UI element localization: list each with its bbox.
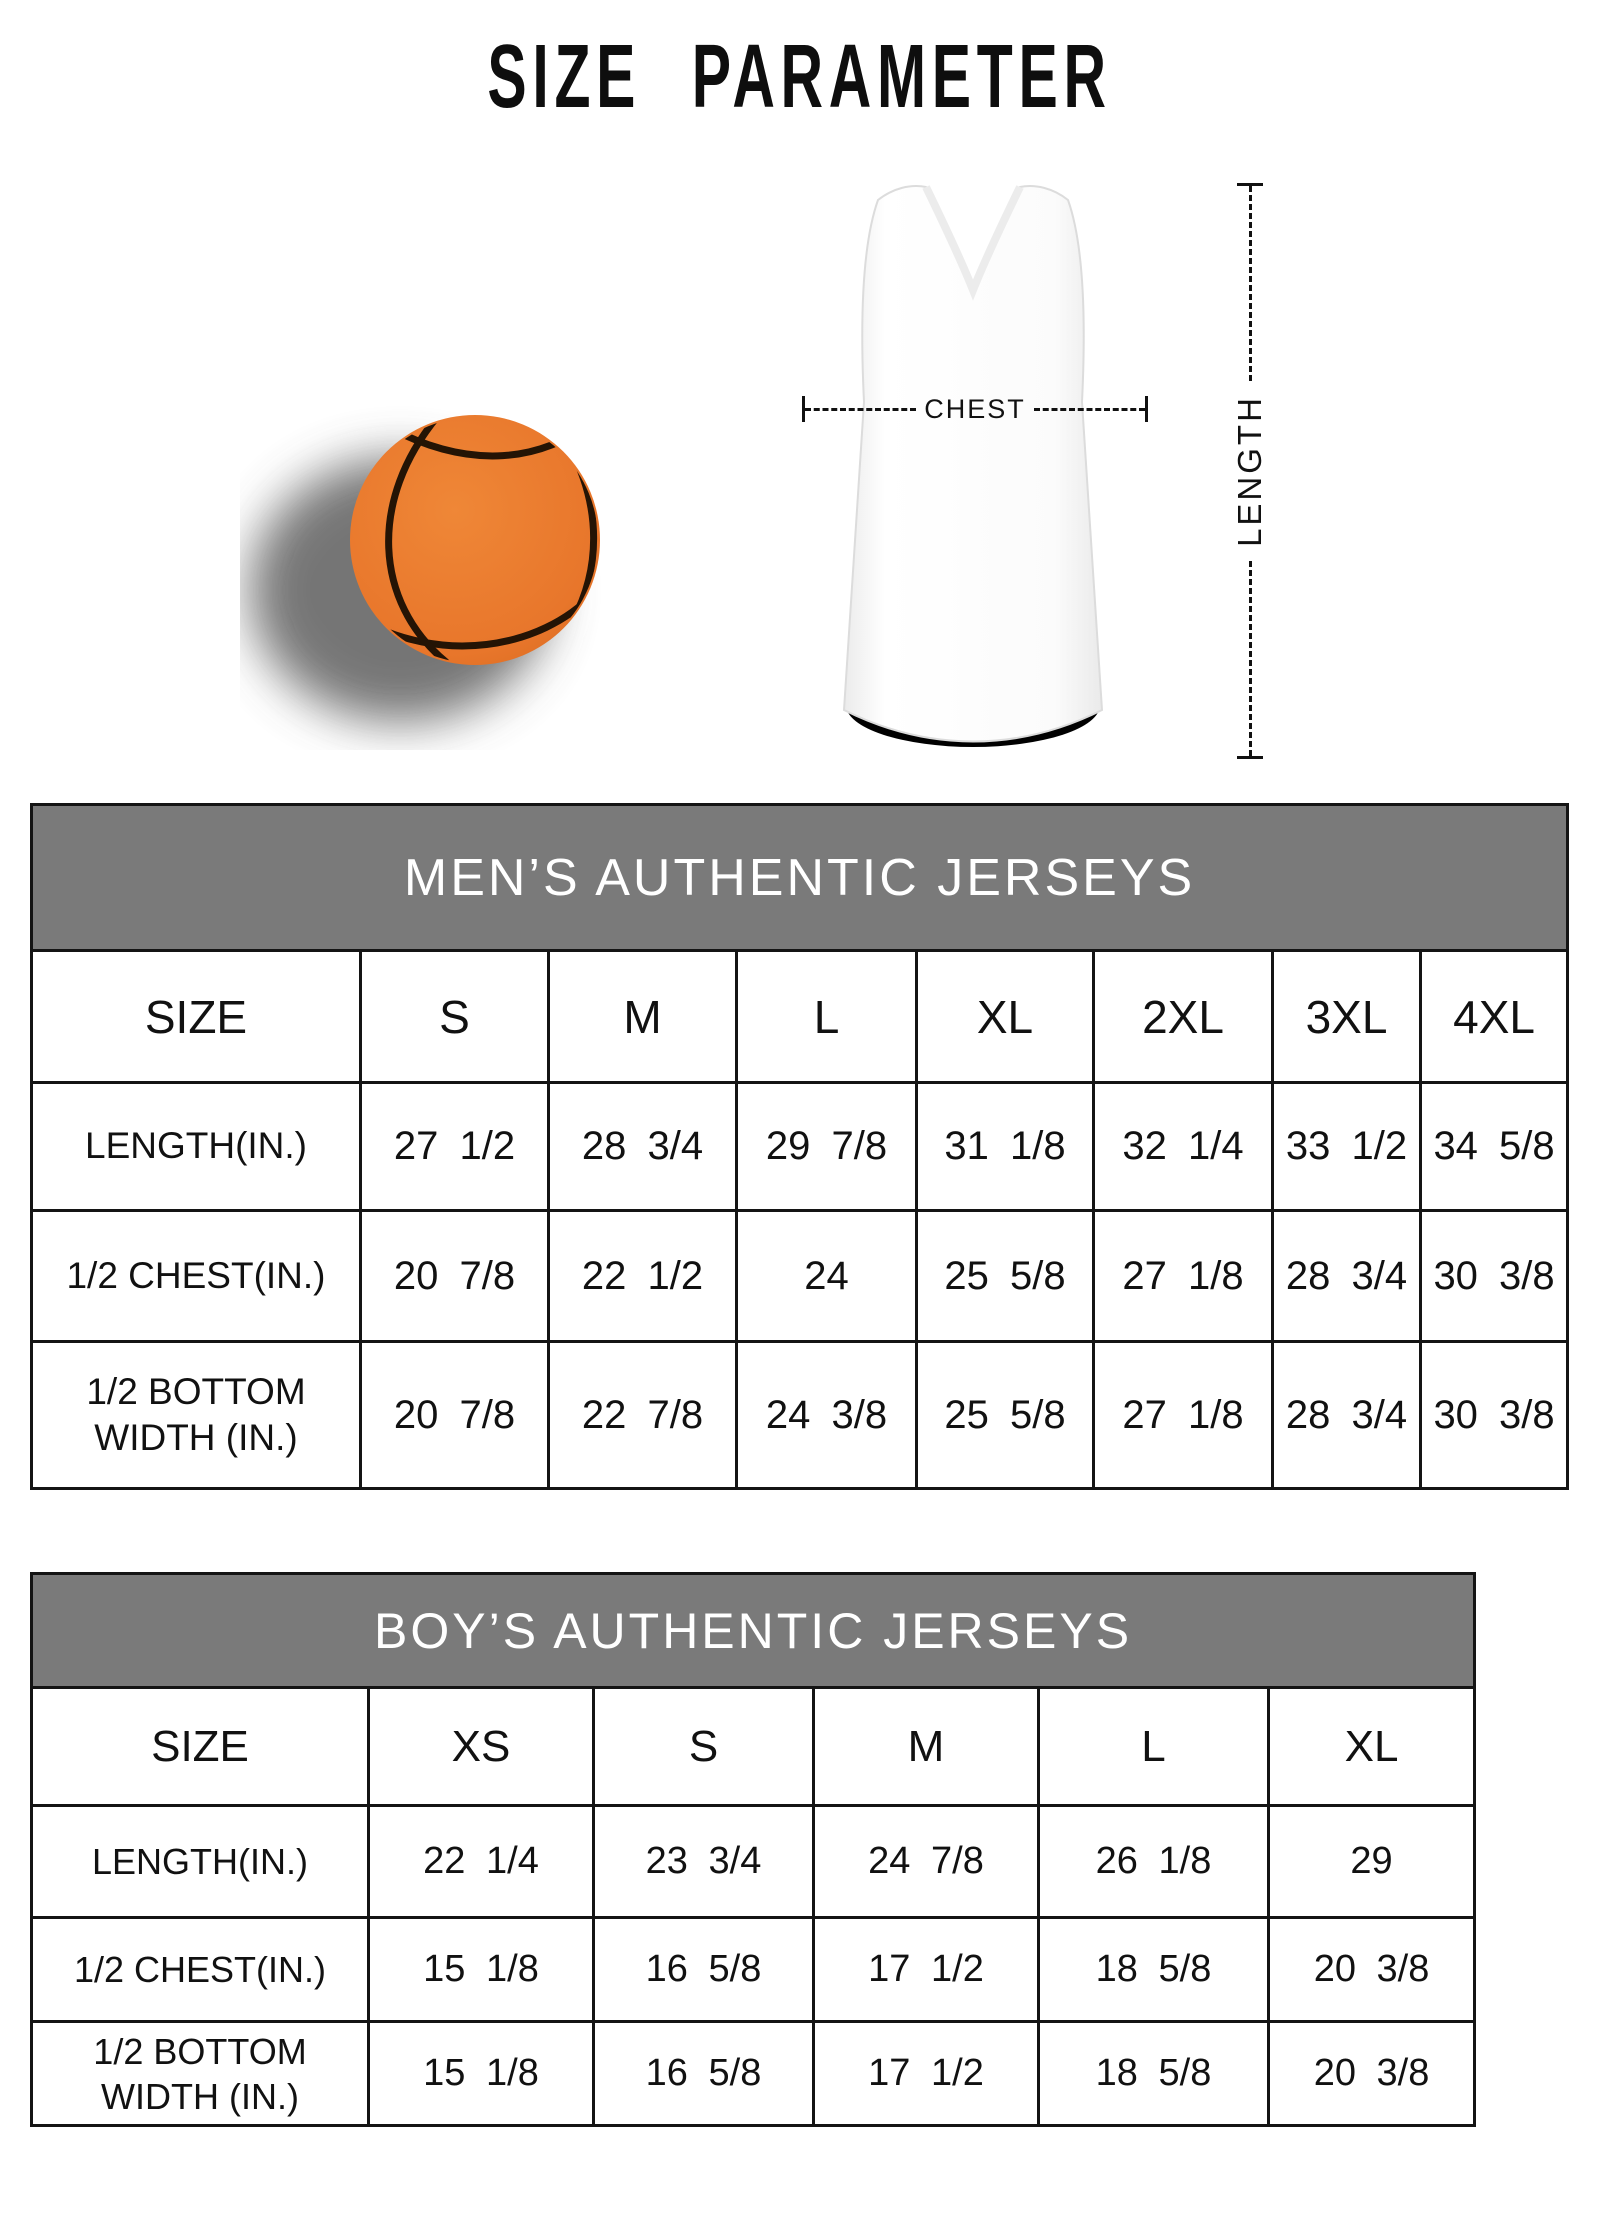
page-title: SIZE PARAMETER (487, 27, 1113, 128)
mens-header-3xl: 3XL (1273, 951, 1421, 1083)
value-cell: 25 5/8 (917, 1211, 1094, 1342)
value-cell: 24 3/8 (737, 1342, 917, 1489)
boys-header-size: SIZE (32, 1688, 369, 1806)
value-cell: 20 7/8 (361, 1342, 549, 1489)
row-label-cell: 1/2 BOTTOM WIDTH (IN.) (32, 2022, 369, 2126)
page-title-row (0, 26, 1600, 128)
mens-size-table (30, 803, 1569, 1490)
row-label-cell: 1/2 CHEST(IN.) (32, 1211, 361, 1342)
mens-chest-row (32, 1211, 1568, 1342)
value-cell: 27 1/2 (361, 1083, 549, 1211)
mens-table-title: MEN’S AUTHENTIC JERSEYS (32, 805, 1568, 951)
row-label-cell: LENGTH(IN.) (32, 1083, 361, 1211)
value-cell: 18 5/8 (1039, 2022, 1269, 2126)
boys-length-row (32, 1806, 1475, 1918)
value-cell: 34 5/8 (1421, 1083, 1568, 1211)
value-cell: 16 5/8 (594, 2022, 814, 2126)
row-label-cell: LENGTH(IN.) (32, 1806, 369, 1918)
mens-header-4xl: 4XL (1421, 951, 1568, 1083)
value-cell: 33 1/2 (1273, 1083, 1421, 1211)
value-cell: 16 5/8 (594, 1918, 814, 2022)
mens-length-row (32, 1083, 1568, 1211)
mens-header-xl: XL (917, 951, 1094, 1083)
mens-header-size: SIZE (32, 951, 361, 1083)
boys-header-m: M (814, 1688, 1039, 1806)
mens-header-l: L (737, 951, 917, 1083)
value-cell: 26 1/8 (1039, 1806, 1269, 1918)
length-line-bottom-cap (1237, 756, 1263, 759)
chest-dashed-line (805, 408, 916, 411)
chest-line-right-cap (1145, 396, 1148, 422)
boys-size-table (30, 1572, 1476, 2127)
length-dashed-line (1249, 186, 1252, 381)
value-cell: 28 3/4 (549, 1083, 737, 1211)
value-cell: 17 1/2 (814, 1918, 1039, 2022)
mens-header-2xl: 2XL (1094, 951, 1273, 1083)
chest-label: CHEST (924, 393, 1026, 424)
value-cell: 22 1/4 (369, 1806, 594, 1918)
value-cell: 25 5/8 (917, 1342, 1094, 1489)
value-cell: 24 7/8 (814, 1806, 1039, 1918)
value-cell: 23 3/4 (594, 1806, 814, 1918)
chest-dashed-line (1034, 408, 1145, 411)
value-cell: 24 (737, 1211, 917, 1342)
mens-header-m: M (549, 951, 737, 1083)
boys-bottom-width-row (32, 2022, 1475, 2126)
boys-size-header-row (32, 1688, 1475, 1806)
value-cell: 32 1/4 (1094, 1083, 1273, 1211)
value-cell: 15 1/8 (369, 1918, 594, 2022)
value-cell: 17 1/2 (814, 2022, 1039, 2126)
value-cell: 30 3/8 (1421, 1342, 1568, 1489)
value-cell: 30 3/8 (1421, 1211, 1568, 1342)
value-cell: 20 7/8 (361, 1211, 549, 1342)
length-label: LENGTH (1231, 395, 1269, 547)
value-cell: 22 7/8 (549, 1342, 737, 1489)
value-cell: 20 3/8 (1269, 2022, 1475, 2126)
mens-size-header-row (32, 951, 1568, 1083)
jersey-image (793, 160, 1153, 760)
value-cell: 31 1/8 (917, 1083, 1094, 1211)
boys-header-l: L (1039, 1688, 1269, 1806)
length-measure-line (1230, 183, 1270, 759)
value-cell: 29 7/8 (737, 1083, 917, 1211)
row-label-cell: 1/2 CHEST(IN.) (32, 1918, 369, 2022)
value-cell: 27 1/8 (1094, 1211, 1273, 1342)
value-cell: 18 5/8 (1039, 1918, 1269, 2022)
boys-chest-row (32, 1918, 1475, 2022)
boys-table-title: BOY’S AUTHENTIC JERSEYS (32, 1574, 1475, 1688)
value-cell: 27 1/8 (1094, 1342, 1273, 1489)
mens-header-s: S (361, 951, 549, 1083)
value-cell: 22 1/2 (549, 1211, 737, 1342)
jersey-body (844, 186, 1102, 741)
value-cell: 28 3/4 (1273, 1342, 1421, 1489)
boys-header-xs: XS (369, 1688, 594, 1806)
chest-measure-line (802, 394, 1148, 424)
mens-bottom-width-row (32, 1342, 1568, 1489)
value-cell: 20 3/8 (1269, 1918, 1475, 2022)
value-cell: 29 (1269, 1806, 1475, 1918)
length-label-wrap (1230, 381, 1270, 561)
length-dashed-line (1249, 561, 1252, 756)
boys-header-s: S (594, 1688, 814, 1806)
row-label-cell: 1/2 BOTTOM WIDTH (IN.) (32, 1342, 361, 1489)
value-cell: 28 3/4 (1273, 1211, 1421, 1342)
value-cell: 15 1/8 (369, 2022, 594, 2126)
basketball-icon (240, 350, 680, 750)
boys-header-xl: XL (1269, 1688, 1475, 1806)
